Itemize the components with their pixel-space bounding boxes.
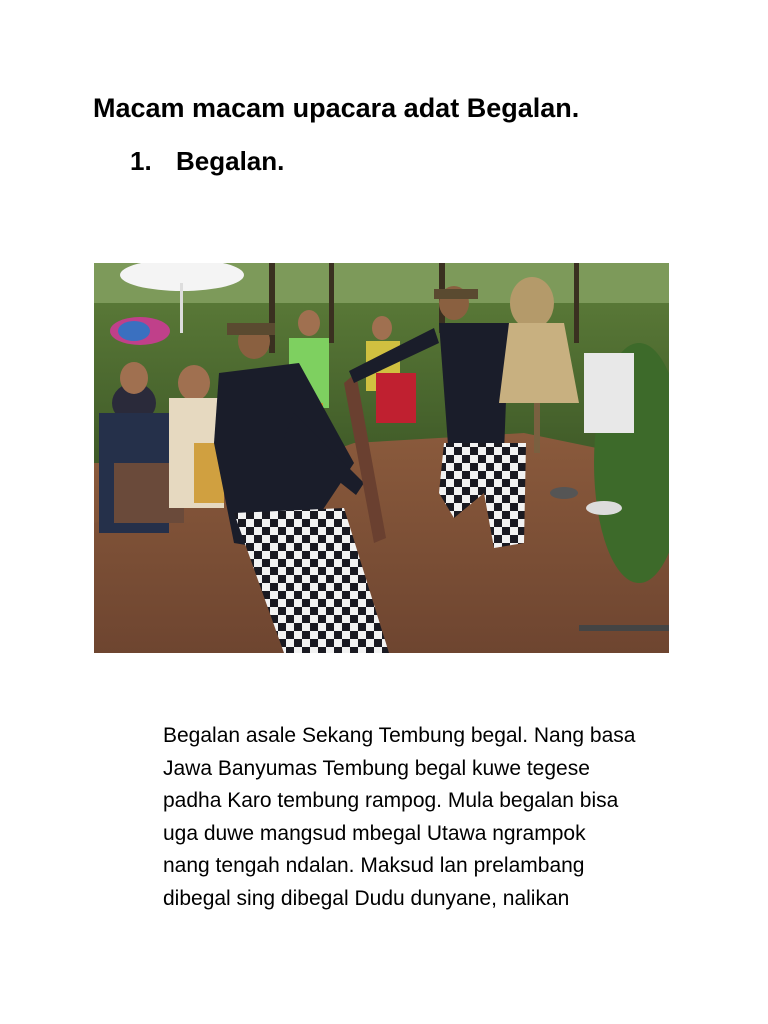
list-label: Begalan.	[176, 146, 285, 176]
paragraph-line: padha Karo tembung rampog. Mula begalan bisa	[163, 789, 619, 812]
body-paragraph	[163, 720, 683, 915]
ceremony-photo	[94, 263, 669, 653]
page-title: Macam macam upacara adat Begalan.	[93, 93, 580, 123]
paragraph-line: Jawa Banyumas Tembung begal kuwe tegese	[163, 756, 590, 780]
list-item-begalan	[130, 144, 284, 178]
paragraph-line: Begalan asale Sekang Tembung begal. Nang basa	[163, 724, 636, 747]
paragraph-line: uga duwe mangsud mbegal Utawa ngrampok	[163, 821, 586, 845]
paragraph-line: dibegal sing dibegal Dudu dunyane, nalikan	[163, 886, 570, 910]
list-number: 1.	[130, 146, 152, 176]
paragraph-line: nang tengah ndalan. Maksud lan prelambang	[163, 854, 585, 877]
